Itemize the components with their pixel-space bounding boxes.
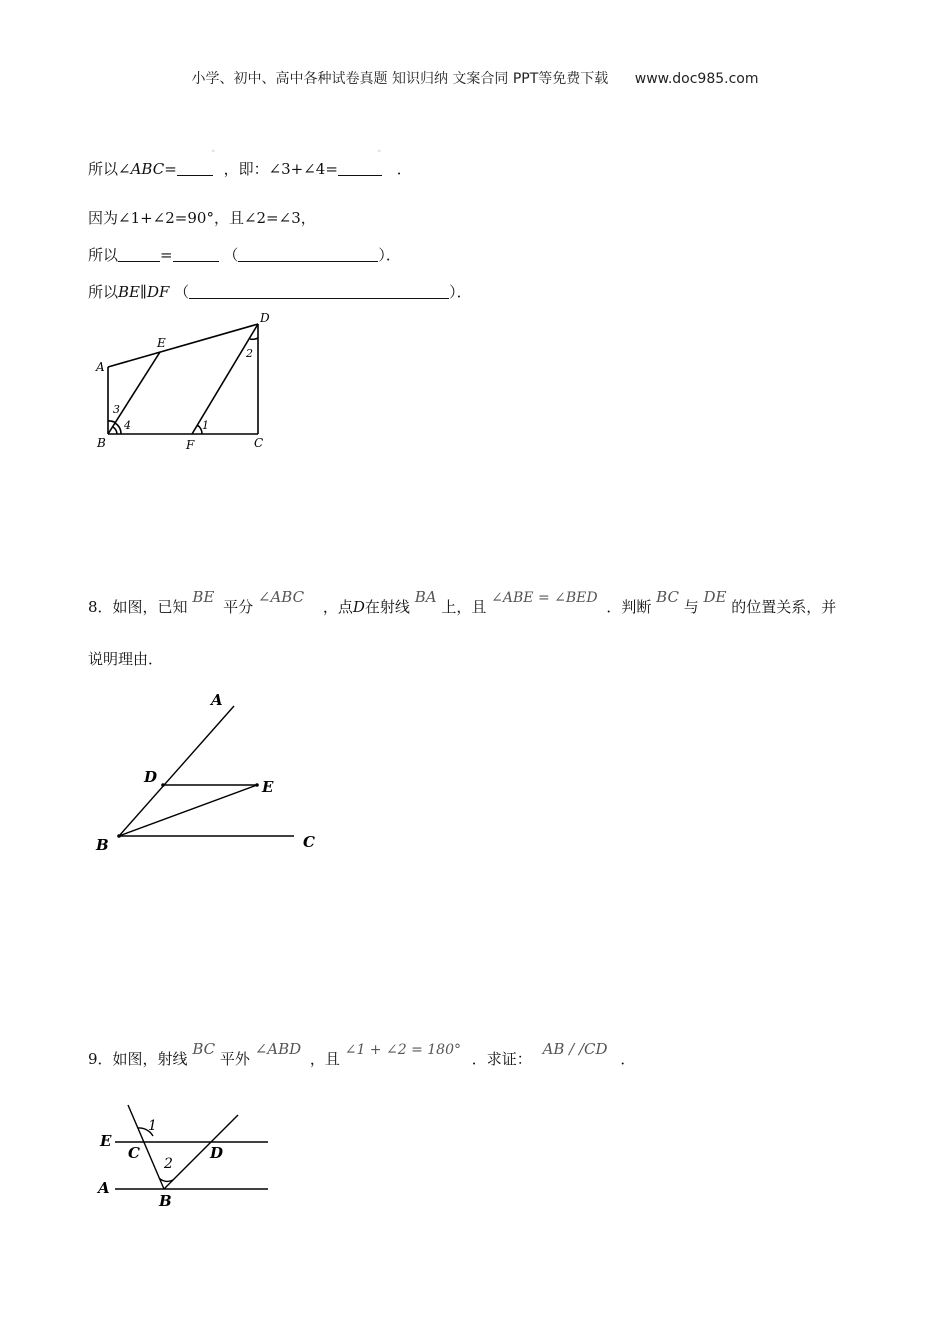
answer-blank[interactable] [189, 284, 449, 299]
label-2: 2 [246, 347, 253, 360]
label-B: B [96, 836, 109, 854]
figure-1 [80, 305, 300, 455]
answer-blank[interactable] [338, 161, 382, 176]
answer-blank[interactable] [177, 161, 213, 176]
answer-blank[interactable] [173, 247, 219, 262]
label-E: E [100, 1132, 112, 1150]
label-2: 2 [164, 1156, 173, 1172]
question-8: 8．如图，已知 BE 平分 ∠ABC ，点D在射线 BA 上，且 ∠ABE = ∠BED ．判断 BC 与 DE 的位置关系，并 [88, 588, 837, 616]
label-E: E [262, 778, 274, 796]
label-D: D [144, 768, 158, 786]
answer-blank[interactable] [238, 247, 378, 262]
figure-3 [90, 1100, 290, 1210]
proof-line-2: 因为∠1+∠2=90°，且∠2=∠3， [88, 209, 316, 227]
label-A: A [96, 360, 105, 374]
label-D: D [210, 1144, 224, 1162]
label-E: E [157, 336, 166, 350]
label-D: D [260, 311, 270, 325]
label-1: 1 [148, 1118, 157, 1134]
question-8-line-2: 说明理由． [88, 650, 164, 668]
label-C: C [303, 833, 315, 851]
proof-line-4: 所以BE∥DF （ ）． [88, 283, 472, 301]
label-A: A [211, 691, 223, 709]
label-C: C [254, 436, 264, 450]
label-4: 4 [124, 419, 131, 432]
label-A: A [98, 1179, 110, 1197]
label-B: B [97, 436, 106, 450]
header-text: 小学、初中、高中各种试卷真题 知识归纳 文案合同 PPT等免费下载 [191, 71, 609, 87]
figure-2 [90, 688, 330, 858]
proof-line-1: 所以∠ABC= 。 ，即：∠3+∠4= 。 ． [88, 145, 412, 178]
label-1: 1 [202, 419, 209, 432]
label-3: 3 [113, 403, 120, 416]
answer-blank[interactable] [118, 247, 160, 262]
header-url[interactable]: www.doc985.com [634, 71, 759, 87]
label-C: C [128, 1144, 140, 1162]
page-header [0, 68, 950, 88]
label-B: B [159, 1192, 172, 1210]
label-F: F [186, 438, 195, 452]
proof-line-3: 所以 = （ ）． [88, 246, 401, 264]
question-9: 9．如图，射线 BC 平外 ∠ABD ，且 ∠1 + ∠2 = 180° ．求证： AB / /CD ． [88, 1040, 636, 1068]
